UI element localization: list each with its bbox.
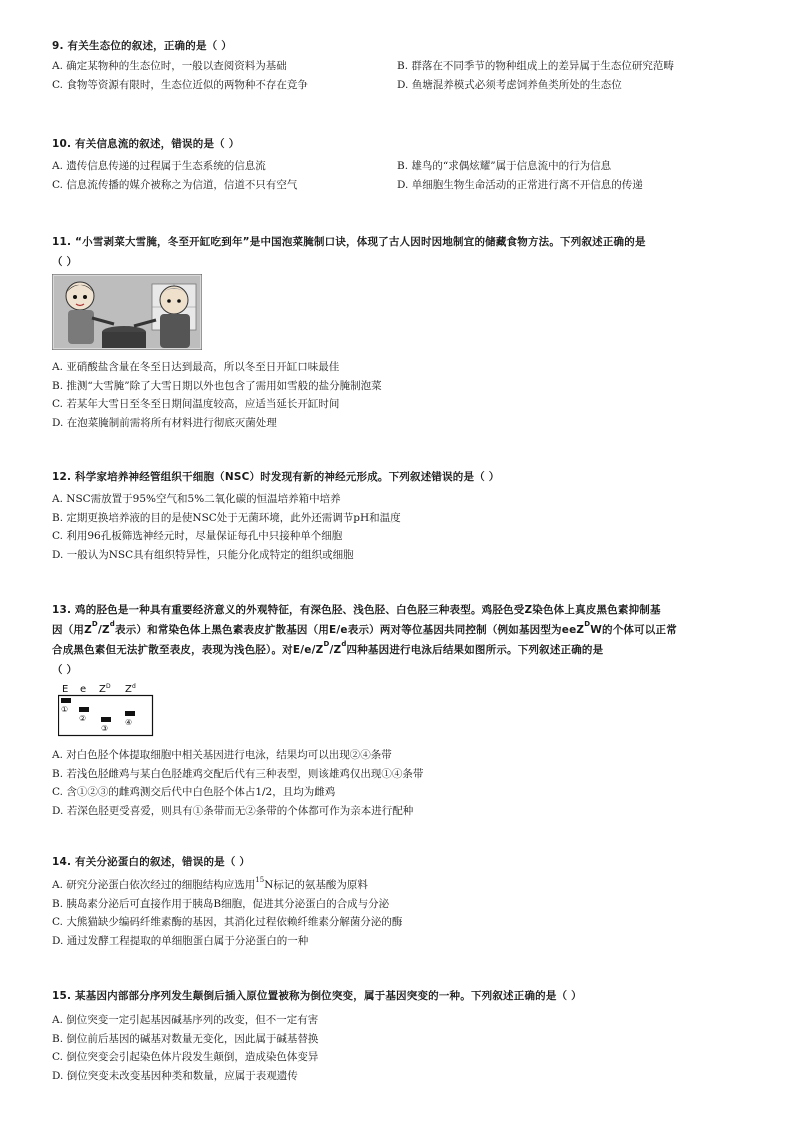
gel-label-Zd: Z bbox=[125, 684, 132, 695]
question-12-option-a: A. NSC需放置于95%空气和5%二氧化碳的恒温培养箱中培养 bbox=[52, 493, 341, 505]
question-13-stem-line3: 合成黑色素但无法扩散至表皮，表现为浅色胫）。对$E/e/Z^D/Z^d$四种基因进行电泳后结果如图所示。下列叙述正确的是 bbox=[52, 640, 604, 656]
question-9-stem: 9. 有关生态位的叙述，正确的是（ ） bbox=[52, 40, 232, 52]
question-12 bbox=[52, 467, 752, 564]
question-11-options bbox=[52, 358, 752, 432]
question-11-stem-line2: （ ） bbox=[52, 256, 78, 268]
question-10-option-d: D. 单细胞生物生命活动的正常进行离不开信息的传递 bbox=[397, 178, 643, 191]
question-11-option-a: A. 亚硝酸盐含量在冬至日达到最高，所以冬至日开缸口味最佳 bbox=[52, 361, 340, 373]
question-11 bbox=[52, 232, 752, 272]
question-9-option-a: A. 确定某物种的生态位时，一般以查阅资料为基础 bbox=[52, 60, 287, 72]
question-13-option-c: C. 含①②③的雌鸡测交后代中白色胫个体占1/2，且均为雌鸡 bbox=[52, 786, 336, 798]
question-13-option-d: D. 若深色胫更受喜爱，则具有①条带而无②条带的个体都可作为亲本进行配种 bbox=[52, 804, 414, 817]
question-12-stem: 12. 科学家培养神经管组织干细胞（NSC）时发现有新的神经元形成。下列叙述错误的是（ ） bbox=[52, 471, 500, 483]
question-13-stem-line1: 13. 鸡的胫色是一种具有重要经济意义的外观特征，有深色胫、浅色胫、白色胫三种表型。鸡胫色受Z染色体上真皮黑色素抑制基 bbox=[52, 604, 661, 616]
question-14-option-c: C. 大熊猫缺少编码纤维素酶的基因，其消化过程依赖纤维素分解菌分泌的酶 bbox=[52, 916, 403, 928]
gel-band-2 bbox=[79, 707, 89, 712]
question-15-option-a: A. 倒位突变一定引起基因碱基序列的改变，但不一定有害 bbox=[52, 1014, 319, 1026]
question-10-option-c: C. 信息流传播的媒介被称之为信道，信道不只有空气 bbox=[52, 178, 298, 191]
question-9-option-b: B. 群落在不同季节的物种组成上的差异属于生态位研究范畴 bbox=[397, 60, 674, 72]
question-10-stem: 10. 有关信息流的叙述，错误的是（ ） bbox=[52, 138, 240, 150]
question-12-option-c: C. 利用96孔板筛选神经元时，尽量保证每孔中只接种单个细胞 bbox=[52, 530, 343, 542]
question-14-option-d: D. 通过发酵工程提取的单细胞蛋白属于分泌蛋白的一种 bbox=[52, 934, 309, 947]
question-14 bbox=[52, 852, 752, 950]
electrophoresis-gel-diagram bbox=[58, 683, 154, 737]
question-15-option-b: B. 倒位前后基因的碱基对数量无变化，因此属于碱基替换 bbox=[52, 1032, 319, 1045]
question-11-stem-line1: 11. “小雪剥菜大雪腌，冬至开缸吃到年”是中国泡菜腌制口诀，体现了古人因时因地制宜的储藏食物方法。下列叙述正确的是 bbox=[52, 236, 646, 248]
question-9-option-c: C. 食物等资源有限时，生态位近似的两物种不存在竞争 bbox=[52, 78, 308, 91]
question-9-option-d: D. 鱼塘混养模式必须考虑饲养鱼类所处的生态位 bbox=[397, 78, 622, 91]
gel-label-e: e bbox=[80, 684, 87, 695]
question-9 bbox=[52, 36, 752, 94]
gel-band-label-4: ④ bbox=[125, 718, 133, 727]
question-13-stem-line4: （ ） bbox=[52, 664, 78, 676]
question-15-stem: 15. 某基因内部部分序列发生颠倒后插入原位置被称为倒位突变，属于基因突变的一种。下列叙述正确的是（ ） bbox=[52, 990, 582, 1002]
gel-band-label-2: ② bbox=[79, 714, 87, 723]
question-11-option-b: B. 推测“大雪腌”除了大雪日期以外也包含了需用如雪般的盐分腌制泡菜 bbox=[52, 379, 382, 392]
question-15-option-d: D. 倒位突变未改变基因种类和数量，应属于表观遗传 bbox=[52, 1069, 298, 1082]
gel-label-Zd-sup: d bbox=[132, 683, 136, 690]
gel-band-1 bbox=[61, 698, 71, 703]
question-10-option-b: B. 雄鸟的“求偶炫耀”属于信息流中的行为信息 bbox=[397, 160, 612, 172]
question-15 bbox=[52, 986, 752, 1085]
question-14-stem: 14. 有关分泌蛋白的叙述，错误的是（ ） bbox=[52, 856, 251, 868]
question-13-option-a: A. 对白色胫个体提取细胞中相关基因进行电泳，结果均可以出现②④条带 bbox=[52, 749, 392, 761]
question-12-option-b: B. 定期更换培养液的目的是使NSC处于无菌环境，此外还需调节pH和温度 bbox=[52, 511, 401, 524]
gel-label-ZD: Z bbox=[99, 684, 106, 695]
question-10-option-a: A. 遗传信息传递的过程属于生态系统的信息流 bbox=[52, 160, 266, 172]
gel-band-4 bbox=[125, 711, 135, 716]
question-11-option-d: D. 在泡菜腌制前需将所有材料进行彻底灭菌处理 bbox=[52, 416, 277, 429]
gel-band-label-1: ① bbox=[61, 705, 69, 714]
question-13-options bbox=[52, 746, 752, 820]
question-14-option-b: B. 胰岛素分泌后可直接作用于胰岛B细胞，促进其分泌蛋白的合成与分泌 bbox=[52, 897, 390, 910]
gel-band-label-3: ③ bbox=[101, 724, 109, 733]
pickle-making-illustration bbox=[52, 274, 202, 350]
question-15-option-c: C. 倒位突变会引起染色体片段发生颠倒，造成染色体变异 bbox=[52, 1051, 319, 1063]
gel-band-3 bbox=[101, 717, 111, 722]
question-11-option-c: C. 若某年大雪日至冬至日期间温度较高，应适当延长开缸时间 bbox=[52, 398, 340, 410]
question-13 bbox=[52, 600, 752, 680]
question-10 bbox=[52, 134, 752, 194]
gel-label-ZD-sup: D bbox=[106, 683, 111, 690]
question-13-option-b: B. 若浅色胫雌鸡与某白色胫雄鸡交配后代有三种表型，则该雄鸡仅出现①④条带 bbox=[52, 767, 424, 780]
gel-label-E: E bbox=[62, 684, 69, 695]
question-14-option-a: A. 研究分泌蛋白依次经过的细胞结构应选用$^{15}$N标记的氨基酸为原料 bbox=[52, 876, 368, 891]
question-13-stem-line2: 因（用$Z^D/Z^d$表示）和常染色体上黑色素表皮扩散基因（用E/e表示）两对等位基因共同控制（例如基因型为eeZ$^D$W的个体可以正常 bbox=[52, 620, 677, 636]
question-12-option-d: D. 一般认为NSC具有组织特异性，只能分化成特定的组织或细胞 bbox=[52, 548, 354, 561]
